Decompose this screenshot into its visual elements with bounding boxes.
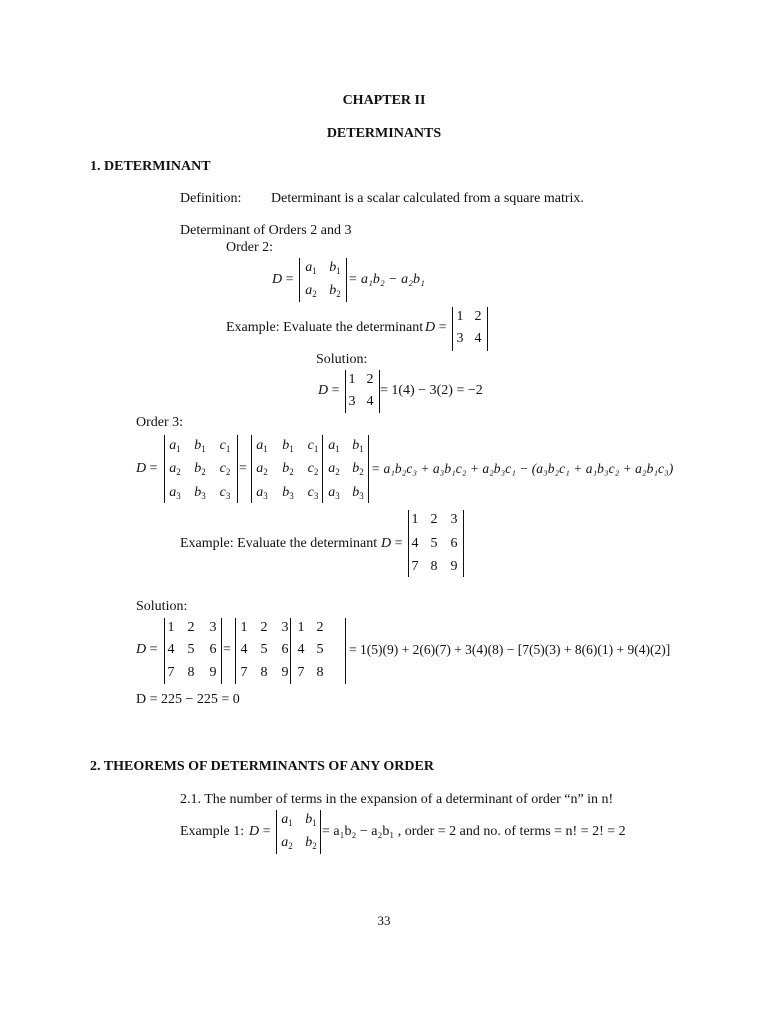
cell: 5	[260, 642, 268, 657]
cell: 6	[281, 642, 289, 657]
cell: 1	[456, 309, 464, 324]
cell: 8	[187, 665, 195, 680]
d-equals: D =	[136, 642, 158, 657]
order2-formula-rhs: = a₁b₂ − a₂b₁	[348, 272, 425, 287]
det-bar	[251, 435, 252, 503]
d-equals: D =	[136, 461, 158, 476]
solution3-expansion: = 1(5)(9) + 2(6)(7) + 3(4)(8) − [7(5)(3) + 8(6)(1) + 9(4)(2)]	[349, 642, 671, 657]
solution-label: Solution:	[316, 352, 368, 367]
cell: 4	[411, 536, 419, 551]
cell: 6	[209, 642, 217, 657]
cell: 1	[167, 620, 175, 635]
cell: 7	[167, 665, 175, 680]
cell: $c_2$	[307, 461, 319, 477]
order3-expansion: = a₁b₂c₃ + a₃b₁c₂ + a₂b₃c₁ − (a₃b₂c₁ + a₁b₃c₂ + a₂b₁c₃)	[371, 461, 674, 476]
theorem-2-1: 2.1. The number of terms in the expansion of a determinant of order “n” in n!	[180, 792, 614, 807]
cell: $a_1$	[281, 812, 293, 828]
d-equals: D =	[249, 824, 271, 839]
cell: 5	[430, 536, 438, 551]
cell: $b_3$	[352, 485, 364, 501]
cell: $a_1$	[169, 438, 181, 454]
chapter-label: CHAPTER II	[342, 93, 426, 108]
chapter-title: DETERMINANTS	[326, 126, 442, 141]
cell: $c_2$	[219, 461, 231, 477]
section-heading-2: 2. THEOREMS OF DETERMINANTS OF ANY ORDER	[90, 759, 434, 774]
cell: 7	[240, 665, 248, 680]
cell: 2	[366, 372, 374, 387]
cell: $a_2$	[328, 461, 340, 477]
cell: $a_3$	[328, 485, 340, 501]
cell: $b_2$	[305, 835, 317, 851]
example2-text: Example: Evaluate the determinant	[226, 320, 424, 335]
section-heading-1: 1. DETERMINANT	[90, 159, 211, 174]
cell: 9	[209, 665, 217, 680]
orders-heading: Determinant of Orders 2 and 3	[180, 223, 352, 238]
cell: $b_2$	[352, 461, 364, 477]
cell: 1	[240, 620, 248, 635]
cell: $a_1$	[256, 438, 268, 454]
cell: $b_1$	[305, 812, 317, 828]
cell: 1	[348, 372, 356, 387]
definition-label: Definition:	[180, 191, 242, 206]
cell: 3	[348, 394, 356, 409]
cell: $b_1$	[352, 438, 364, 454]
cell: $b_1$	[282, 438, 294, 454]
cell: 4	[366, 394, 374, 409]
cell: 8	[260, 665, 268, 680]
cell: 7	[411, 559, 419, 574]
solution3-label: Solution:	[136, 599, 188, 614]
cell: 2	[187, 620, 195, 635]
det-bar	[322, 435, 323, 503]
order2-label: Order 2:	[226, 240, 274, 255]
cell: 4	[240, 642, 248, 657]
cell: 3	[456, 331, 464, 346]
det-bar	[345, 618, 346, 684]
equals-sign: =	[223, 642, 231, 657]
cell: $b_3$	[194, 485, 206, 501]
cell: 1	[297, 620, 305, 635]
cell: 3	[450, 512, 458, 527]
cell: $a_2$	[305, 283, 317, 299]
cell: 5	[316, 642, 324, 657]
cell: $a_1$	[305, 260, 317, 276]
cell: 6	[450, 536, 458, 551]
final-result: D = 225 − 225 = 0	[136, 692, 240, 707]
cell: 8	[430, 559, 438, 574]
cell: $c_1$	[307, 438, 319, 454]
d-equals: D =	[272, 272, 294, 287]
example3-text: Example: Evaluate the determinant	[180, 536, 378, 551]
cell: 2	[316, 620, 324, 635]
d-equals: D =	[318, 383, 340, 398]
equals-sign: =	[239, 461, 247, 476]
cell: $b_1$	[329, 260, 341, 276]
cell: $a_2$	[256, 461, 268, 477]
cell: $b_2$	[282, 461, 294, 477]
cell: 2	[474, 309, 482, 324]
cell: 5	[187, 642, 195, 657]
cell: $c_1$	[219, 438, 231, 454]
cell: $a_2$	[281, 835, 293, 851]
cell: $b_3$	[282, 485, 294, 501]
d-equals: D =	[425, 320, 447, 335]
cell: $a_1$	[328, 438, 340, 454]
d-equals: D =	[381, 536, 403, 551]
page-number: 33	[377, 913, 391, 928]
example1-rhs: = a₁b₂ − a₂b₁ , order = 2 and no. of terms = n! = 2! = 2	[322, 824, 626, 839]
cell: $c_3$	[219, 485, 231, 501]
cell: 4	[167, 642, 175, 657]
cell: $b_2$	[329, 283, 341, 299]
cell: 7	[297, 665, 305, 680]
cell: $b_1$	[194, 438, 206, 454]
cell: 9	[450, 559, 458, 574]
example1-label: Example 1:	[180, 824, 245, 839]
cell: $a_2$	[169, 461, 181, 477]
definition-text: Determinant is a scalar calculated from a square matrix.	[271, 191, 584, 206]
example2-result: = 1(4) − 3(2) = −2	[380, 383, 483, 398]
cell: 4	[474, 331, 482, 346]
cell: 8	[316, 665, 324, 680]
cell: 9	[281, 665, 289, 680]
cell: $a_3$	[169, 485, 181, 501]
cell: 3	[281, 620, 289, 635]
cell: 3	[209, 620, 217, 635]
cell: 4	[297, 642, 305, 657]
cell: 1	[411, 512, 419, 527]
cell: 2	[260, 620, 268, 635]
cell: $c_3$	[307, 485, 319, 501]
cell: $b_2$	[194, 461, 206, 477]
cell: 2	[430, 512, 438, 527]
cell: $a_3$	[256, 485, 268, 501]
det-bar	[368, 435, 369, 503]
order3-label: Order 3:	[136, 415, 184, 430]
